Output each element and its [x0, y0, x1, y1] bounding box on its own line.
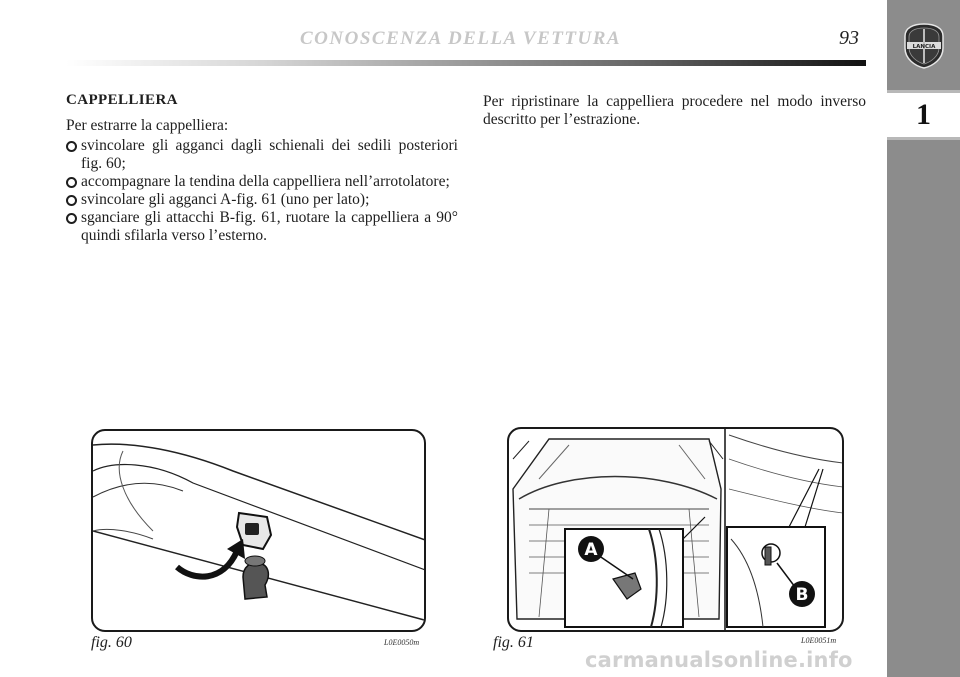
header-rule	[66, 60, 866, 66]
chapter-number: 1	[887, 90, 960, 140]
figure-61-code: L0E0051m	[801, 636, 837, 645]
site-watermark: carmanualsonline.info	[585, 648, 853, 672]
step-text: sganciare gli attacchi B-fig. 61, ruotare la cappelliera a 90° quindi sfilarla verso l’esterno.	[81, 209, 458, 244]
chapter-sidebar	[887, 0, 960, 677]
circle-bullet-icon	[66, 141, 77, 152]
figure-61-illustration	[507, 427, 844, 632]
step-text: svincolare gli agganci dagli schienali dei sedili posteriori fig. 60;	[81, 137, 458, 172]
steps-list	[66, 137, 458, 245]
running-header-title: CONOSCENZA DELLA VETTURA	[300, 28, 622, 49]
list-item	[66, 173, 458, 191]
list-item	[66, 137, 458, 173]
page-number: 93	[839, 27, 859, 49]
marker-label-b: B	[795, 585, 809, 605]
figure-61-caption: fig. 61	[493, 634, 534, 651]
circle-bullet-icon	[66, 177, 77, 188]
step-text: svincolare gli agganci A-fig. 61 (uno per lato);	[81, 191, 370, 208]
step-text: accompagnare la tendina della cappelliera nell’arrotolatore;	[81, 173, 450, 190]
figure-60-caption: fig. 60	[91, 634, 132, 651]
figure-60-code: L0E0050m	[384, 638, 420, 647]
lancia-logo-icon	[903, 22, 945, 70]
sidebar-logo-area	[887, 0, 960, 90]
section-heading: CAPPELLIERA	[66, 92, 178, 108]
marker-label-a: A	[584, 540, 598, 560]
figure-60-illustration	[91, 429, 426, 632]
circle-bullet-icon	[66, 213, 77, 224]
seat-hook-drawing	[93, 431, 426, 632]
circle-bullet-icon	[66, 195, 77, 206]
list-item	[66, 191, 458, 209]
list-item	[66, 209, 458, 245]
trunk-shelf-drawing	[509, 429, 844, 632]
restore-paragraph: Per ripristinare la cappelliera procedere nel modo inverso descritto per l’estrazione.	[483, 93, 866, 128]
intro-text: Per estrarre la cappelliera:	[66, 117, 229, 134]
svg-text:LANCIA: LANCIA	[912, 44, 936, 50]
